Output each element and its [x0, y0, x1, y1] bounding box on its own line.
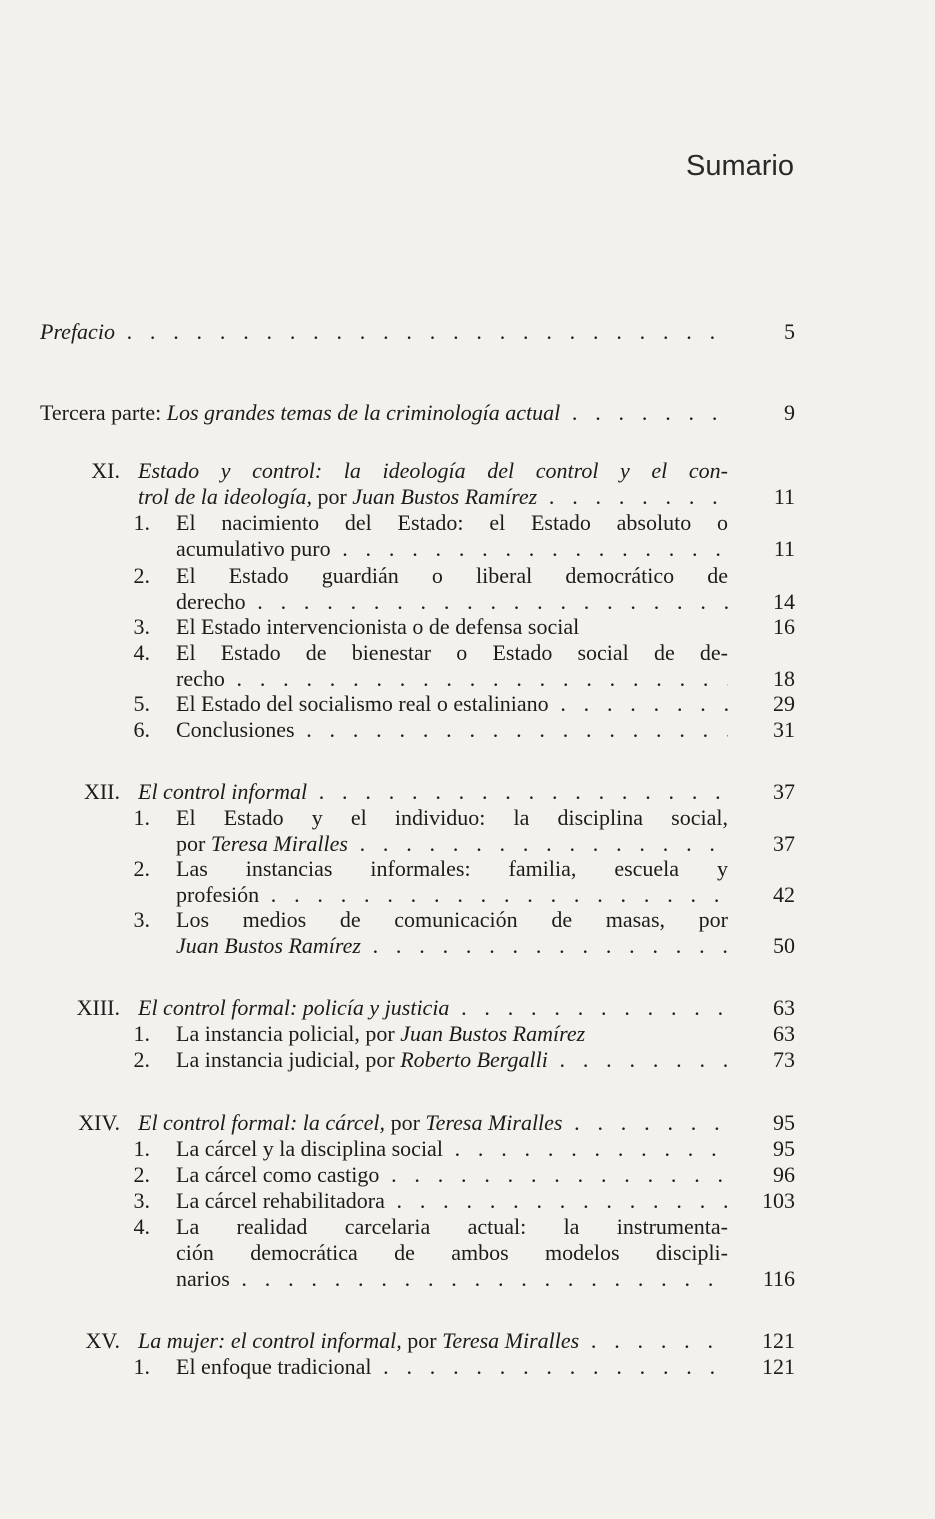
page-number: 63 [773, 995, 795, 1020]
entry-text: La realidad carcelaria actual: la instrumenta- [176, 1214, 728, 1239]
entry-line [176, 882, 728, 908]
entry-line [176, 1021, 728, 1047]
toc-entry-xi-3 [40, 614, 795, 640]
toc-entry-xi-2 [40, 563, 795, 615]
toc-entry-xi-5 [40, 691, 795, 717]
entry-text-italic: El control formal: policía y justicia [138, 995, 450, 1020]
entry-text: La instancia judicial, por [176, 1047, 401, 1072]
chapter-number: XI. [91, 458, 120, 483]
page-number: 121 [762, 1328, 795, 1353]
entry-line [176, 831, 728, 857]
toc-entry-xv-1 [40, 1354, 795, 1380]
page-number: 29 [773, 691, 795, 716]
entry-line [176, 805, 728, 831]
entry-text-italic: Teresa Miralles [425, 1110, 563, 1135]
entry-text-italic: Juan Bustos Ramírez [352, 484, 538, 509]
entry-text-italic: El control formal: la cárcel, [138, 1110, 391, 1135]
page-number: 42 [773, 882, 795, 907]
entry-text: Tercera parte: [40, 400, 167, 425]
entry-text: El Estado y el individuo: la disciplina social, [176, 805, 728, 830]
entry-line [176, 510, 728, 536]
entry-text: La cárcel rehabilitadora [176, 1188, 385, 1213]
entry-text: por [176, 831, 211, 856]
entry-line [176, 666, 728, 692]
entry-text: El enfoque tradicional [176, 1354, 372, 1379]
page-number: 63 [773, 1021, 795, 1046]
toc-entry-xiii-2 [40, 1047, 795, 1073]
entry-line [176, 1214, 728, 1240]
entry-text: Las instancias informales: familia, escuela y [176, 856, 728, 881]
entry-text: por [317, 484, 353, 509]
page-number: 37 [773, 779, 795, 804]
page-number: 11 [773, 536, 795, 561]
section-number: 4. [133, 1214, 150, 1239]
section-number: 1. [133, 1354, 150, 1379]
entry-text: Los medios de comunicación de masas, por [176, 907, 728, 932]
chapter-number: XII. [83, 779, 120, 804]
entry-line [176, 1162, 728, 1188]
entry-line [176, 563, 728, 589]
section-number: 2. [133, 563, 150, 588]
toc-entry-xiv-4 [40, 1214, 795, 1292]
toc-entry-xiv [40, 1110, 795, 1136]
entry-line [176, 536, 728, 562]
page-number: 18 [773, 666, 795, 691]
toc-entry-xiii-1 [40, 1021, 795, 1047]
entry-line [176, 589, 728, 615]
toc-entry-xv [40, 1328, 795, 1354]
entry-line [176, 856, 728, 882]
entry-text: El nacimiento del Estado: el Estado absoluto o [176, 510, 728, 535]
entry-text: por [390, 1110, 426, 1135]
entry-line [176, 717, 728, 743]
section-number: 5. [133, 691, 150, 716]
entry-text: Conclusiones [176, 717, 295, 742]
entry-line [176, 1136, 728, 1162]
page-number: 11 [773, 484, 795, 509]
entry-line [176, 1188, 728, 1214]
entry-text-italic: Prefacio [40, 319, 115, 344]
entry-text: narios [176, 1266, 230, 1291]
toc-entry-xiii [40, 995, 795, 1021]
entry-text: El Estado de bienestar o Estado social de de- [176, 640, 728, 665]
toc-entry-xi [40, 458, 795, 510]
page-number: 116 [762, 1266, 795, 1291]
entry-line [176, 640, 728, 666]
toc-entry-xiv-2 [40, 1162, 795, 1188]
entry-line [138, 1328, 728, 1354]
entry-line [40, 319, 730, 345]
page-number: 9 [784, 400, 795, 425]
section-number: 4. [133, 640, 150, 665]
entry-line [138, 995, 728, 1021]
page-number: 5 [784, 319, 795, 344]
toc-entry-xi-4 [40, 640, 795, 692]
entry-text: derecho [176, 589, 246, 614]
entry-text: La cárcel y la disciplina social [176, 1136, 443, 1161]
entry-text: La cárcel como castigo [176, 1162, 380, 1187]
toc-entry-xii-2 [40, 856, 795, 908]
entry-line [138, 458, 728, 484]
page-number: 37 [773, 831, 795, 856]
section-number: 2. [133, 1047, 150, 1072]
entry-text-italic: Estado y control: la ideología del control y el con- [138, 458, 728, 483]
page-number: 14 [773, 589, 795, 614]
section-number: 1. [133, 510, 150, 535]
page-number: 50 [773, 933, 795, 958]
entry-line [138, 779, 728, 805]
page-number: 121 [762, 1354, 795, 1379]
entry-text-italic: Teresa Miralles [442, 1328, 580, 1353]
toc-entry-xi-1 [40, 510, 795, 562]
page-number: 73 [773, 1047, 795, 1072]
entry-line [176, 691, 728, 717]
page-number: 95 [773, 1110, 795, 1135]
section-number: 2. [133, 1162, 150, 1187]
toc-entry-xii-3 [40, 907, 795, 959]
section-number: 1. [133, 805, 150, 830]
entry-text-italic: Roberto Bergalli [400, 1047, 548, 1072]
toc-entry-tercera [40, 400, 795, 426]
entry-line [176, 1240, 728, 1266]
page-number: 96 [773, 1162, 795, 1187]
section-number: 6. [133, 717, 150, 742]
chapter-number: XIII. [76, 995, 120, 1020]
section-number: 3. [133, 1188, 150, 1213]
entry-line [40, 400, 730, 426]
page-number: 103 [762, 1188, 795, 1213]
entry-line [176, 1266, 728, 1292]
toc-entry-xii [40, 779, 795, 805]
section-number: 1. [133, 1136, 150, 1161]
entry-text-italic: Teresa Miralles [210, 831, 348, 856]
toc-entry-xiv-3 [40, 1188, 795, 1214]
entry-text-italic: El control informal [138, 779, 308, 804]
entry-text: El Estado del socialismo real o estaliniano [176, 691, 549, 716]
entry-text-italic: trol de la ideología, [138, 484, 318, 509]
toc-entry-xii-1 [40, 805, 795, 857]
entry-text: El Estado guardián o liberal democrático de [176, 563, 728, 588]
page-number: 31 [773, 717, 795, 742]
entry-line [138, 1110, 728, 1136]
chapter-number: XIV. [78, 1110, 120, 1135]
section-number: 2. [133, 856, 150, 881]
entry-text-italic: Juan Bustos Ramírez [400, 1021, 586, 1046]
entry-line [176, 907, 728, 933]
entry-line [138, 484, 728, 510]
entry-text: acumulativo puro [176, 536, 331, 561]
section-number: 1. [133, 1021, 150, 1046]
page-number: 16 [773, 614, 795, 639]
entry-line [176, 614, 728, 640]
section-number: 3. [133, 907, 150, 932]
entry-text: por [407, 1328, 443, 1353]
entry-text: recho [176, 666, 225, 691]
entry-text-italic: Los grandes temas de la criminología actual [166, 400, 561, 425]
entry-line [176, 933, 728, 959]
entry-text: El Estado intervencionista o de defensa social [176, 614, 580, 639]
toc-entry-prefacio [40, 319, 795, 345]
chapter-number: XV. [85, 1328, 120, 1353]
entry-line [176, 1047, 728, 1073]
entry-text-italic: La mujer: el control informal, [138, 1328, 408, 1353]
section-number: 3. [133, 614, 150, 639]
entry-text: ción democrática de ambos modelos discipli- [176, 1240, 728, 1265]
entry-text: La instancia policial, por [176, 1021, 401, 1046]
entry-line [176, 1354, 728, 1380]
toc-entry-xiv-1 [40, 1136, 795, 1162]
entry-text: profesión [176, 882, 260, 907]
page-number: 95 [773, 1136, 795, 1161]
entry-text-italic: Juan Bustos Ramírez [176, 933, 361, 958]
toc-entry-xi-6 [40, 717, 795, 743]
page-title: Sumario [686, 150, 794, 182]
